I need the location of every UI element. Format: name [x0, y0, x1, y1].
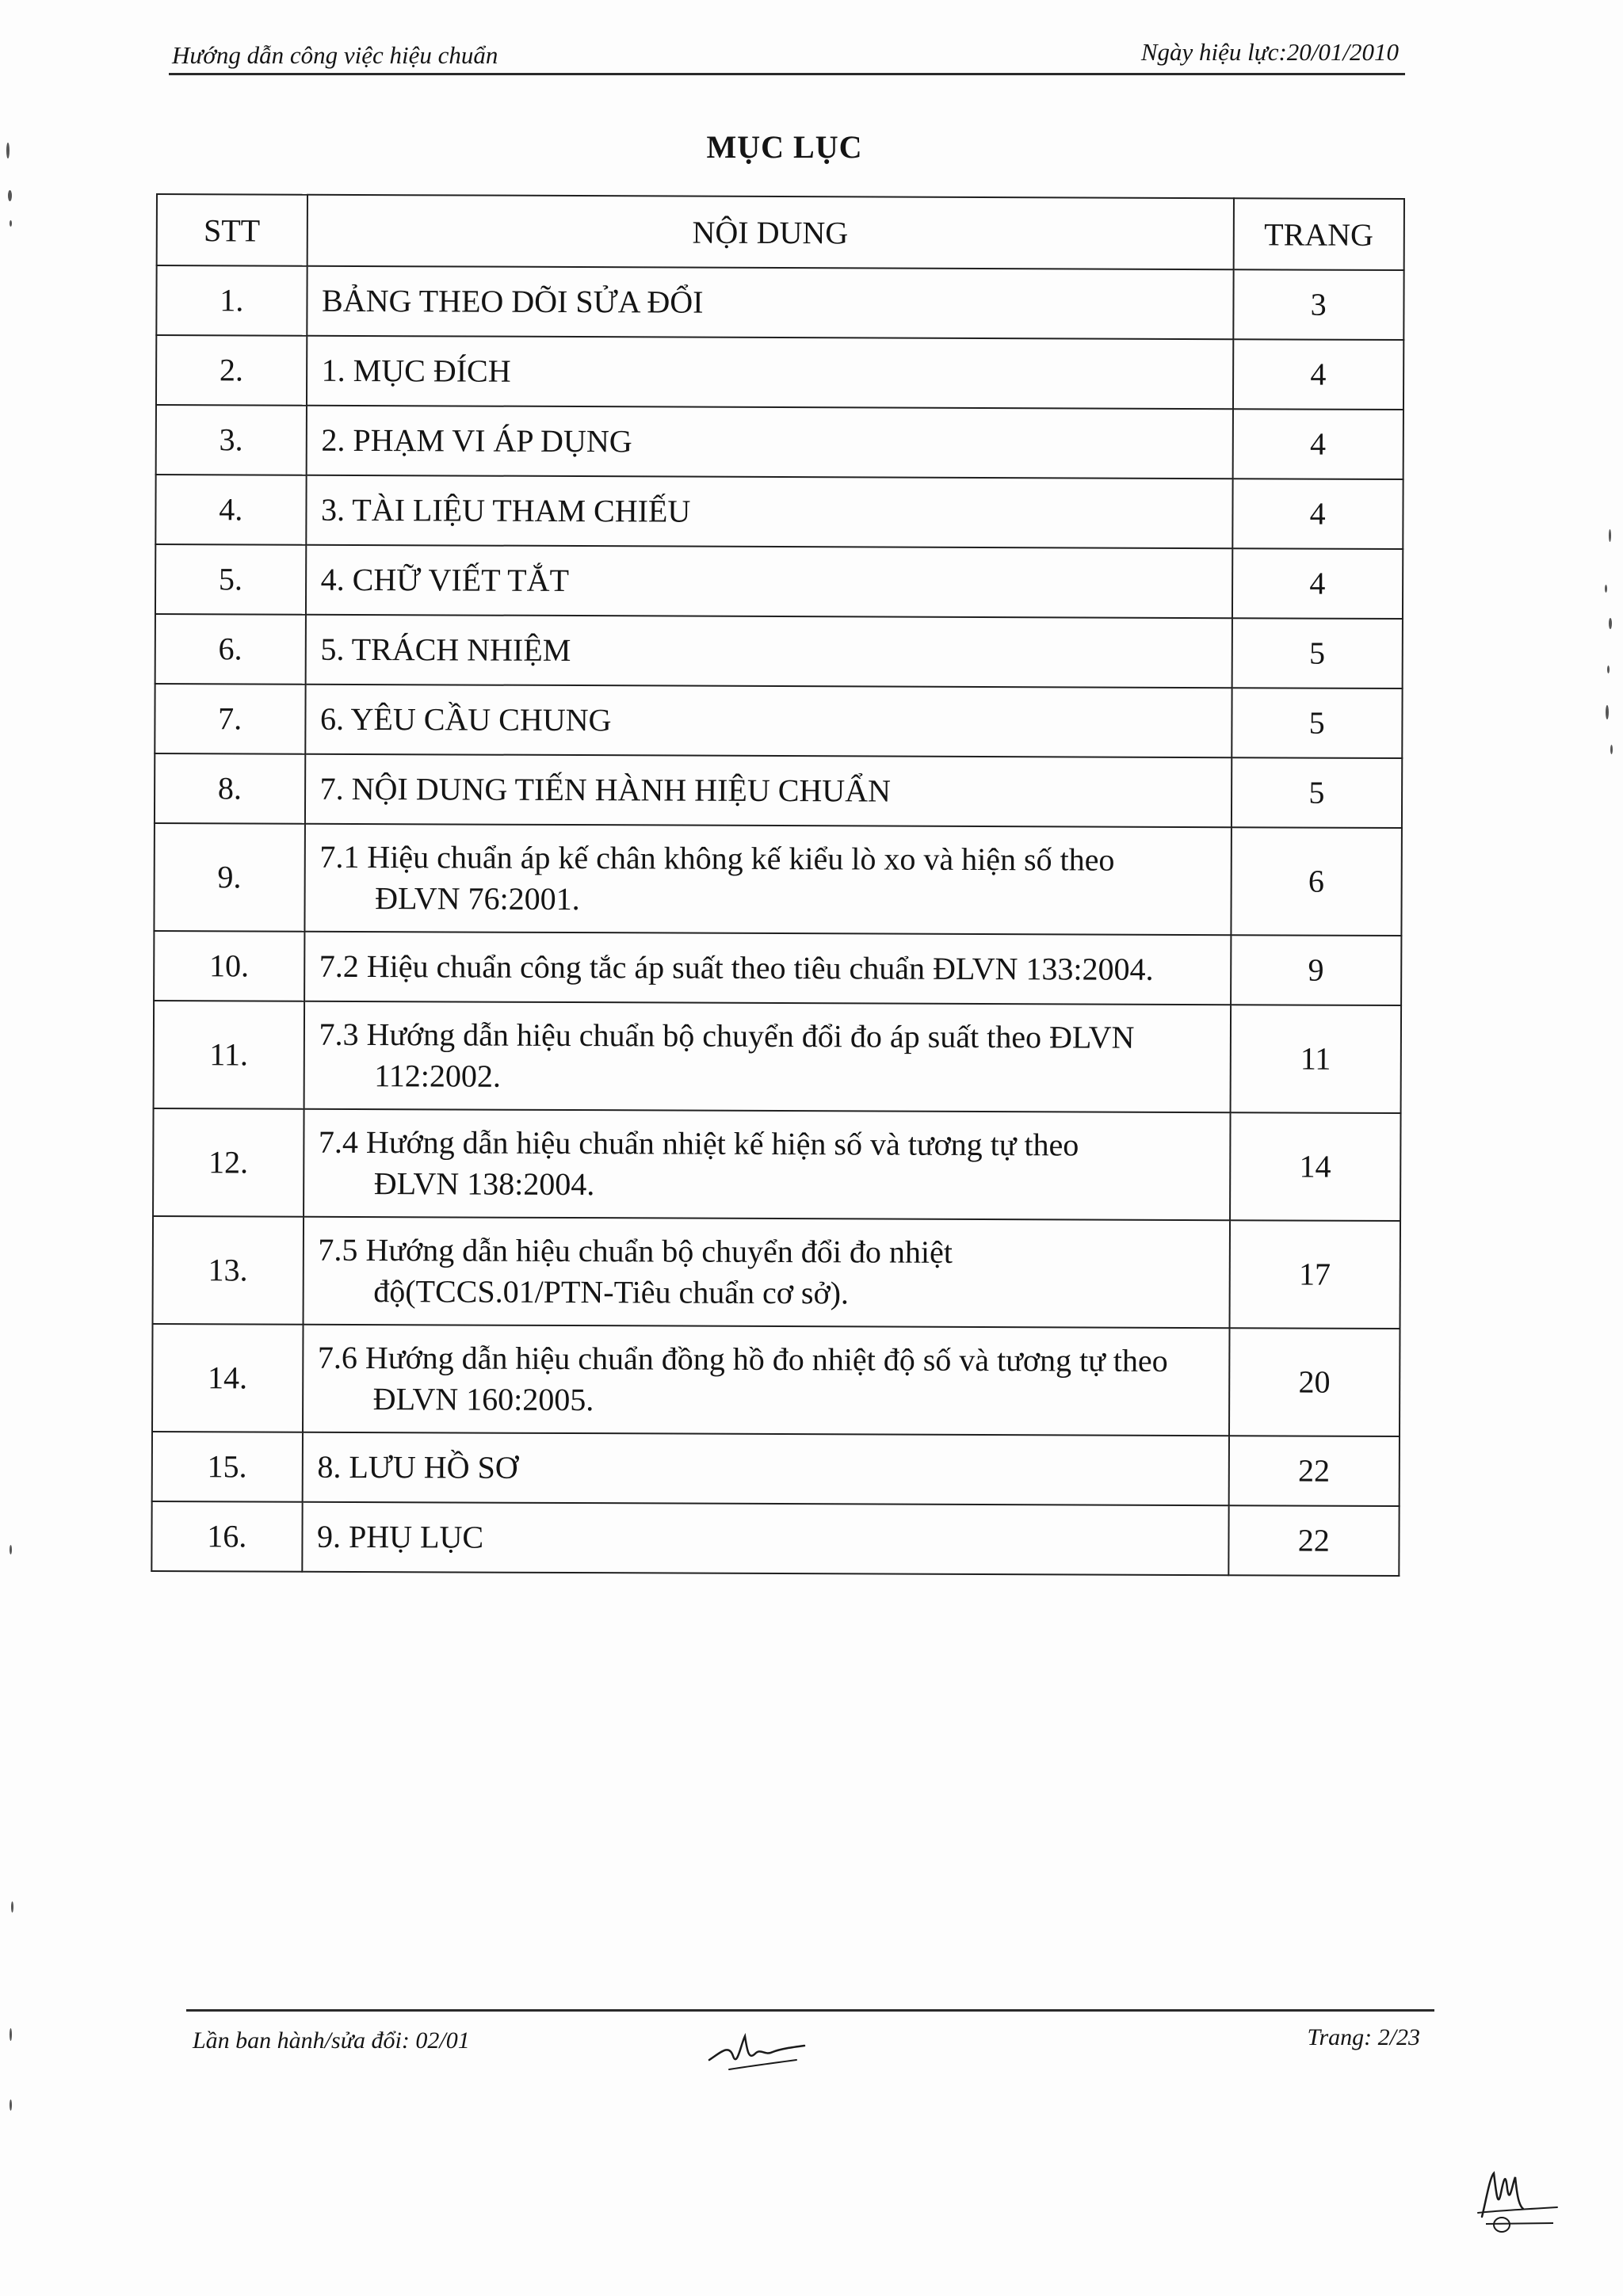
toc-row — [154, 1001, 1402, 1113]
toc-row-number: 3. — [156, 405, 307, 475]
toc-entry-title: 7.4 Hướng dẫn hiệu chuẩn nhiệt kế hiện số và tương tự theo — [318, 1123, 1079, 1163]
header-page: TRANG — [1233, 198, 1404, 270]
scan-mark — [11, 1901, 13, 1913]
toc-row-page: 11 — [1230, 1005, 1401, 1113]
toc-row-content — [302, 1432, 1228, 1505]
scan-mark — [8, 190, 12, 201]
toc-entry-title: 7.1 Hiệu chuẩn áp kế chân không kế kiểu lò xo và hiện số theo — [319, 838, 1115, 878]
toc-row — [155, 753, 1402, 828]
toc-row-page: 5 — [1232, 688, 1403, 758]
toc-row-content — [305, 754, 1232, 827]
scan-mark — [10, 1545, 12, 1554]
toc-entry-title: 4. CHỮ VIẾT TẮT — [320, 561, 570, 599]
toc-entry-title-continuation: ĐLVN 138:2004. — [373, 1165, 595, 1203]
toc-entry-title-continuation: ĐLVN 160:2005. — [372, 1381, 594, 1418]
toc-entry-title: 7.3 Hướng dẫn hiệu chuẩn bộ chuyển đổi đo áp suất theo ĐLVN — [319, 1016, 1135, 1055]
toc-row-page: 17 — [1229, 1220, 1400, 1329]
footer-revision: Lần ban hành/sửa đổi: 02/01 — [193, 2027, 470, 2054]
toc-row — [156, 335, 1403, 410]
toc-row-page: 9 — [1231, 935, 1402, 1005]
toc-row-page: 22 — [1228, 1505, 1400, 1576]
toc-row — [156, 405, 1403, 479]
toc-table — [151, 193, 1405, 1577]
toc-row-page: 14 — [1230, 1112, 1401, 1221]
toc-row-number: 11. — [154, 1001, 304, 1109]
toc-entry-title: 6. YÊU CẦU CHUNG — [319, 700, 612, 738]
toc-entry-title: BẢNG THEO DÕI SỬA ĐỔI — [321, 282, 704, 320]
scan-mark — [10, 2100, 12, 2111]
signature-mark — [701, 2028, 820, 2084]
toc-entry-title: 2. PHẠM VI ÁP DỤNG — [321, 421, 632, 460]
toc-entry-title-continuation: độ(TCCS.01/PTN-Tiêu chuẩn cơ sở). — [373, 1273, 850, 1311]
header-stt: STT — [157, 194, 307, 266]
toc-row-page: 4 — [1232, 548, 1403, 619]
toc-row — [152, 1432, 1400, 1506]
toc-entry-title: 1. MỤC ĐÍCH — [321, 352, 511, 389]
toc-entry-title: 7.6 Hướng dẫn hiệu chuẩn đồng hồ đo nhiệt độ số và tương tự theo — [317, 1339, 1168, 1379]
toc-row-page: 5 — [1232, 618, 1403, 688]
toc-row-content — [305, 685, 1232, 757]
toc-row-content — [302, 1502, 1228, 1575]
toc-entry-title: 9. PHỤ LỤC — [316, 1518, 484, 1555]
toc-row-content — [303, 1217, 1229, 1328]
toc-row-page: 4 — [1232, 479, 1403, 549]
toc-row — [155, 684, 1402, 758]
toc-row-number: 2. — [156, 335, 307, 406]
header-content: NỘI DUNG — [307, 195, 1233, 269]
toc-row-content — [306, 406, 1232, 479]
toc-row-number: 1. — [156, 265, 307, 336]
toc-row-number: 5. — [155, 544, 306, 615]
toc-row-number: 13. — [153, 1216, 304, 1325]
scan-mark — [10, 220, 12, 227]
toc-row-page: 6 — [1231, 827, 1402, 936]
toc-entry-title-continuation: ĐLVN 76:2001. — [375, 880, 580, 917]
scan-mark — [1606, 705, 1609, 719]
toc-row-number: 4. — [155, 475, 306, 545]
toc-row-content — [304, 824, 1231, 935]
toc-row-content — [307, 336, 1233, 409]
toc-row — [154, 823, 1402, 936]
toc-row-content — [304, 1001, 1230, 1112]
toc-header-row — [157, 194, 1404, 270]
toc-entry-title: 8. LƯU HỒ SƠ — [317, 1448, 518, 1486]
toc-row — [155, 544, 1403, 619]
page-title: MỤC LỤC — [706, 129, 863, 165]
scan-mark — [10, 2028, 12, 2041]
toc-row-number: 9. — [154, 823, 304, 932]
toc-entry-title: 7. NỘI DUNG TIẾN HÀNH HIỆU CHUẨN — [319, 770, 892, 809]
toc-row-number: 12. — [153, 1108, 304, 1217]
toc-row-content — [305, 615, 1232, 688]
toc-row — [155, 614, 1403, 688]
toc-row-content — [307, 266, 1233, 339]
toc-row-content — [304, 932, 1231, 1005]
header-document-title: Hướng dẫn công việc hiệu chuẩn — [172, 41, 498, 69]
toc-row — [156, 265, 1403, 340]
corner-initials-mark — [1466, 2161, 1569, 2241]
toc-row-number: 10. — [154, 931, 304, 1001]
toc-row-content — [306, 475, 1232, 548]
scan-mark — [1605, 585, 1607, 593]
toc-row-content — [303, 1325, 1229, 1436]
toc-entry-title-continuation: 112:2002. — [374, 1058, 502, 1094]
toc-row-page: 4 — [1232, 409, 1403, 479]
toc-row-page: 20 — [1229, 1328, 1400, 1436]
toc-row-number: 7. — [155, 684, 305, 754]
toc-entry-title: 7.2 Hiệu chuẩn công tắc áp suất theo tiêu chuẩn ĐLVN 133:2004. — [319, 948, 1154, 987]
toc-row-content — [306, 545, 1232, 618]
toc-row-number: 16. — [151, 1501, 302, 1572]
toc-row — [151, 1501, 1399, 1576]
toc-entry-title: 3. TÀI LIỆU THAM CHIẾU — [320, 491, 691, 529]
toc-body — [151, 265, 1403, 1576]
footer-page-number: Trang: 2/23 — [1307, 2024, 1420, 2050]
toc-row-page: 22 — [1228, 1436, 1400, 1506]
toc-row — [153, 1108, 1401, 1221]
toc-row — [153, 1216, 1401, 1329]
scan-mark — [1607, 666, 1610, 673]
toc-entry-title: 5. TRÁCH NHIỆM — [320, 631, 571, 669]
toc-row — [152, 1324, 1400, 1436]
scan-mark — [1609, 529, 1611, 542]
scan-mark — [1609, 618, 1612, 629]
toc-row-number: 15. — [152, 1432, 303, 1502]
toc-row-page: 5 — [1231, 757, 1402, 828]
scan-mark — [1610, 745, 1613, 754]
toc-entry-title: 7.5 Hướng dẫn hiệu chuẩn bộ chuyển đổi đo nhiệt — [318, 1231, 953, 1270]
toc-row-number: 6. — [155, 614, 306, 685]
toc-row-page: 4 — [1233, 339, 1404, 410]
toc-row-number: 14. — [152, 1324, 303, 1432]
page-header — [169, 32, 1405, 75]
toc-row — [154, 931, 1401, 1005]
header-effective-date: Ngày hiệu lực:20/01/2010 — [1140, 38, 1399, 66]
toc-row-content — [304, 1109, 1230, 1220]
toc-row-number: 8. — [155, 753, 305, 824]
toc-row — [155, 475, 1403, 549]
toc-row-page: 3 — [1233, 269, 1404, 340]
